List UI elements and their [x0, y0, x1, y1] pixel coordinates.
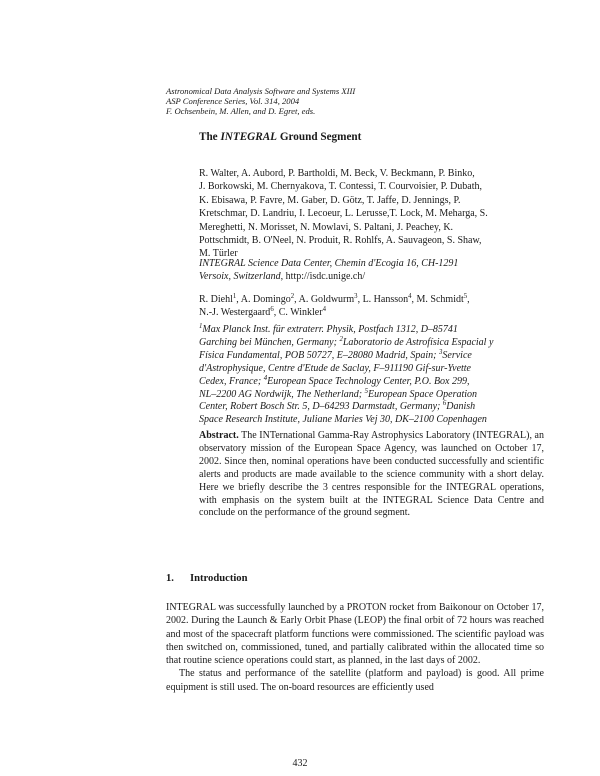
affiliation-line: Garching bei München, Germany; $^2$Laboratorio de Astrofísica Espacial y [199, 335, 494, 348]
section-heading [166, 573, 248, 584]
conference-header [166, 86, 355, 116]
affiliation-line: Center, Robert Bosch Str. 5, D–64293 Darmstadt, Germany; $^6$Danish [199, 400, 476, 413]
isdc-url-link[interactable]: http://isdc.unige.ch/ [283, 271, 366, 283]
affiliation-line: INTEGRAL Science Data Center, Chemin d'Ecogia 16, CH-1291 [199, 258, 459, 269]
affiliation-line: Space Research Institute, Juliane Maries Vej 30, DK–2100 Copenhagen [199, 414, 487, 426]
affiliation-line: NL–2200 AG Nordwijk, The Netherland; $^5$European Space Operation [199, 387, 478, 400]
affiliation-line: $^1$Max Planck Inst. für extraterr. Physik, Postfach 1312, D–85741 [199, 323, 458, 335]
affiliation-2 [199, 324, 544, 427]
header-line: F. Ochsenbein, M. Allen, and D. Egret, eds. [166, 106, 316, 116]
abstract-text: The INTernational Gamma-Ray Astrophysics Laboratory (INTEGRAL), an observatory mission of the European Space Agency, was launched on October 17, 2002. Since then, nominal operations have been conducted successfully and scientific alerts and products are made available to the science community with a short delay. Here we briefly describe the 3 centres responsible for the INTEGRAL operations, with emphasis on the system built at the INTEGRAL Science Data Centre and conclude on the performance of the ground segment. [199, 430, 544, 519]
affiliation-line: Física Fundamental, POB 50727, E–28080 Madrid, Spain; $^3$Service [199, 348, 472, 361]
paragraph: INTEGRAL was successfully launched by a PROTON rocket from Baikonour on October 17, 2002. During the Launch & Early Orbit Phase (LEOP) the final orbit of 72 hours was reached and most of the spacecraft platform functions were commissioned. The scientific payload was then switched on, commissioned, tuned, and partially calibrated within the allocated time so that routine science operations could start, as planned, in the last days of 2002. [166, 602, 544, 667]
affiliation-place: Versoix, Switzerland, [199, 271, 284, 283]
author-list-1 [199, 167, 544, 261]
abstract [199, 430, 544, 520]
body-text [166, 601, 544, 694]
author-line: R. Diehl$^1$, A. Domingo$^2$, A. Goldwurm$^3$, L. Hansson$^4$, M. Schmidt$^5$, [199, 293, 470, 305]
paragraph: The status and performance of the satellite (platform and payload) is good. All prime equipment is still used. The on-board resources are efficiently used [166, 668, 544, 693]
affiliation-line [199, 270, 544, 283]
author-line: Pottschmidt, B. O'Neel, N. Produit, R. Rohlfs, A. Sauvageon, S. Shaw, [199, 235, 482, 247]
author-line: J. Borkowski, M. Chernyakova, T. Contessi, T. Courvoisier, P. Dubath, [199, 181, 483, 193]
author-list-2 [199, 293, 544, 320]
header-line: ASP Conference Series, Vol. 314, 2004 [166, 96, 300, 106]
author-line: N.-J. Westergaard$^6$, C. Winkler$^4$ [199, 306, 326, 319]
author-line: Kretschmar, D. Landriu, I. Lecoeur, L. Lerusse,T. Lock, M. Meharga, S. [199, 208, 488, 220]
title-prefix: The [199, 131, 221, 143]
author-line: M. Türler [199, 248, 238, 260]
affiliation-line: Cedex, France; $^4$European Space Technology Center, P.O. Box 299, [199, 374, 470, 387]
title-italic: INTEGRAL [220, 131, 278, 143]
title-suffix: Ground Segment [277, 131, 362, 143]
author-line: R. Walter, A. Aubord, P. Bartholdi, M. Beck, V. Beckmann, P. Binko, [199, 168, 475, 179]
author-line: Mereghetti, N. Morisset, N. Mowlavi, S. Paltani, J. Peachey, K. [199, 221, 454, 233]
page-number: 432 [292, 758, 308, 769]
affiliation-line: d'Astrophysique, Centre d'Etude de Saclay, F–911190 Gif-sur-Yvette [199, 362, 471, 374]
section-title: Introduction [190, 573, 248, 584]
affiliation-1 [199, 257, 544, 284]
header-line: Astronomical Data Analysis Software and Systems XIII [166, 86, 356, 96]
paper-title [199, 131, 361, 143]
abstract-heading: Abstract. [199, 430, 239, 441]
author-line: K. Ebisawa, P. Favre, M. Gaber, D. Götz, T. Jaffe, D. Jennings, P. [199, 194, 461, 206]
section-number: 1. [166, 573, 174, 584]
